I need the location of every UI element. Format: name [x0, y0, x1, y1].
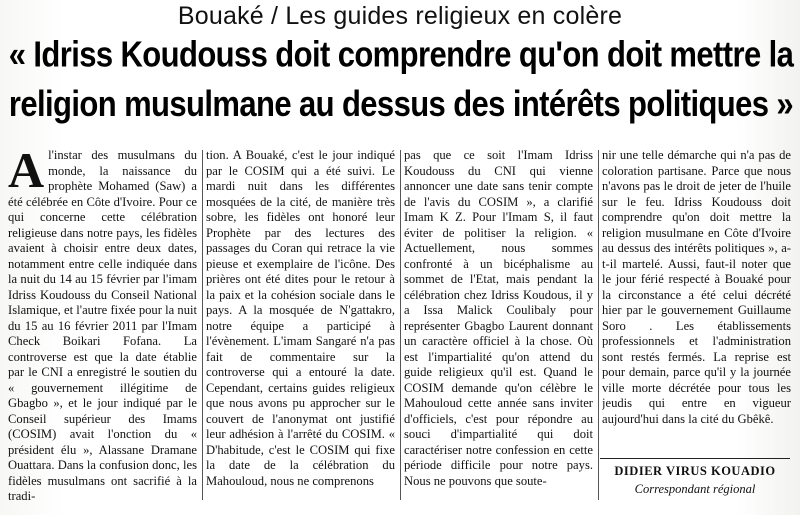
column-3-text: pas que ce soit l'Imam Idriss Koudouss du CNI qui vienne annoncer une date sans tenir compte de l'avis du COSIM », a clarifié Imam K Z. Pour l'Imam S, il faut éviter de politiser la religion. « Actuellement, nous sommes confronté à un bicéphalisme au sommet de l'Etat, mais pendant la célébration chez Idriss Koudous, il y a Issa Malick Coulibaly pour représenter Gbagbo Laurent donnant un caractère officiel à la chose. Où est l'impartialité qu'on attend du guide religieux qu'il est. Quand le COSIM demande qu'on célèbre le Mahouloud cette année sans inviter d'officiels, c'est pour répondre au souci d'impartialité qui doit caractériser notre confession en cette période difficile pour notre pays. Nous ne pouvons que soute-	[404, 148, 593, 488]
article-column-3	[404, 148, 593, 508]
author-name: DIDIER VIRUS KOUADIO	[614, 464, 776, 478]
column-4-text: nir une telle démarche qui n'a pas de coloration partisane. Parce que nous n'avons pas le droit de jeter de l'huile sur le feu. Idriss Koudouss doit comprendre qu'on doit mettre la religion musulmane en Côte d'Ivoire au dessus des intérêts politiques », a-t-il martelé. Aussi, faut-il noter que le jour férié respecté à Bouaké pour la circonstance a été celui décrété hier par le gouvernement Guillaume Soro . Les établissements professionnels et l'administration sont restés fermés. La reprise est pour demain, parce qu'il y la journée ville morte décrétée pour tous les jeudis qui entre en vigueur aujourd'hui dans la cité du Gbêkê.	[602, 148, 791, 426]
author-role: Correspondant régional	[634, 482, 756, 496]
article-body	[8, 148, 796, 508]
kicker: Bouaké / Les guides religieux en colère	[177, 2, 623, 30]
column-1-text: l'instar des musulmans du monde, la naissance du prophète Mohamed (Saw) a été célébrée en Côte d'Ivoire. Pour ce qui concerne cette célébration religieuse dans notre pays, les fidèles avaient à choisir entre deux dates, notamment entre celle indiquée dans la nuit du 14 au 15 février par l'imam Idriss Koudouss du Conseil National Islamique, et l'autre fixée pour la nuit du 15 au 16 février 2011 par l'Imam Check Boikari Fofana. La controverse est que la date établie par le CNI a enregistré le soutien du « gouvernement illégitime de Gbagbo », et le jour indiqué par le Conseil supérieur des Imams (COSIM) avait l'onction du « président élu », Alassane Dramane Ouattara. Dans la confusion donc, les fidèles musulmans ont sacrifié à la tradi-	[8, 148, 197, 503]
headline-line-2: religion musulmane au dessus des intérêts politiques »	[8, 83, 794, 125]
headline-line-1: « Idriss Koudouss doit comprendre qu'on doit mettre la	[8, 33, 794, 75]
column-2-text: tion. A Bouaké, c'est le jour indiqué par le COSIM qui a été suivi. Le mardi nuit dans les différentes mosquées de la cité, de manière très sobre, les fidèles ont honoré leur Prophète par des lectures des passages du Coran qui retrace la vie pieuse et exemplaire de l'icône. Des prières ont été dites pour le retour à la paix et la cohésion sociale dans le pays. A la mosquée de N'gattakro, notre équipe a participé à l'évènement. L'imam Sangaré n'a pas fait de commentaire sur la controverse qui a entouré la date. Cependant, certains guides religieux que nous avons pu approcher sur le couvert de l'anonymat ont justifié leur adhésion à l'arrêté du COSIM. « D'habitude, c'est le COSIM qui fixe la date de la célébration du Mahouloud, nous ne comprenons	[206, 148, 395, 488]
drop-cap: A	[8, 148, 45, 198]
article-column-2	[206, 148, 395, 508]
article-column-4	[602, 148, 791, 448]
signature-divider	[600, 458, 790, 459]
headline	[6, 30, 796, 129]
article-column-1	[8, 148, 197, 508]
